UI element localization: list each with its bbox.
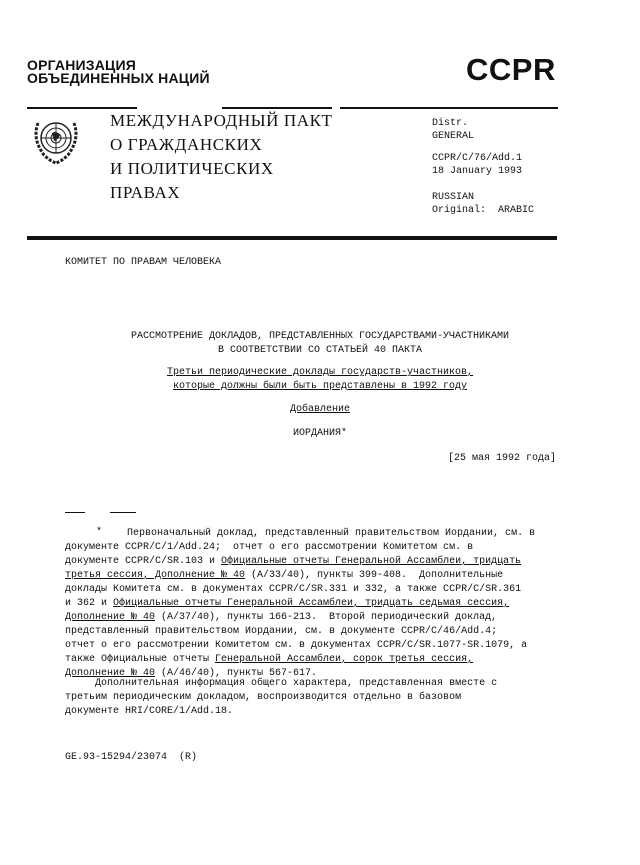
doc-date: 18 January 1993 xyxy=(432,166,523,177)
country-name: ИОРДАНИЯ* xyxy=(292,428,347,439)
footnote-text: и 362 и xyxy=(65,598,114,609)
footnote-line xyxy=(127,528,535,540)
footnote-line xyxy=(65,654,473,666)
footnote-text: доклады Комитета см. в документах CCPR/C/SR.331 и 332, а также CCPR/C/SR.361 xyxy=(65,584,522,595)
covenant-title-line: ПРАВАХ xyxy=(110,183,181,202)
org-name-line1: ОРГАНИЗАЦИЯ xyxy=(27,57,136,73)
footnote-separator xyxy=(110,512,136,513)
footnote-marker: * xyxy=(96,527,103,538)
footnote-text: отчет о его рассмотрении Комитетом см. в документах CCPR/C/SR.1077-SR.1079, а xyxy=(65,640,528,651)
footnote-text: Официальные отчеты Генеральной Ассамблеи, тридцать седьмая сессия, xyxy=(113,598,510,609)
covenant-title-line: И ПОЛИТИЧЕСКИХ xyxy=(110,159,274,178)
footnote-line xyxy=(65,598,509,610)
covenant-title-line: О ГРАЖДАНСКИХ xyxy=(110,135,263,154)
footnote-text: Официальные отчеты Генеральной Ассамблеи, тридцать xyxy=(221,556,522,567)
divider xyxy=(27,107,137,109)
footnote-text: (A/37/40), пункты 166-213. Второй периодический доклад, xyxy=(155,612,498,623)
footnote-line xyxy=(65,570,503,582)
org-name-line2: ОБЪЕДИНЕННЫХ НАЦИЙ xyxy=(27,70,210,86)
subheading-line: которые должны были быть представлены в 1992 году xyxy=(172,381,468,392)
footnote-text: документе CCPR/C/1/Add.24; отчет о его рассмотрении Комитетом см. в xyxy=(65,542,474,553)
footnote-separator xyxy=(65,512,85,513)
footnote-text: Первоначальный доклад, представленный правительством Иордании, см. в xyxy=(127,528,536,539)
note-line: третьим периодическим докладом, воспроизводится отдельно в базовом xyxy=(65,692,462,703)
footnote-line xyxy=(65,640,527,652)
un-emblem-icon xyxy=(30,113,82,167)
footnote-text: Генеральной Ассамблеи, сорок третья сессия, xyxy=(215,654,474,665)
heading-line: РАССМОТРЕНИЕ ДОКЛАДОВ, ПРЕДСТАВЛЕННЫХ ГОСУДАРСТВАМИ-УЧАСТНИКАМИ xyxy=(130,331,510,342)
divider xyxy=(340,107,558,109)
note-line: Дополнительная информация общего характера, представленная вместе с xyxy=(65,678,498,689)
subheading-line: Третьи периодические доклады государств-участников, xyxy=(166,367,474,378)
footnote-text: (A/46/40), пункты 567-617. xyxy=(155,668,318,679)
footnote-line xyxy=(65,556,521,568)
footnote-text: Дополнение № 40 xyxy=(65,612,156,623)
job-number: GE.93-15294/23074 (R) xyxy=(65,752,198,763)
doc-symbol: CCPR/C/76/Add.1 xyxy=(432,153,523,164)
heading-line: В СООТВЕТСТВИИ СО СТАТЬЕЙ 40 ПАКТА xyxy=(217,345,423,356)
footnote-text: также Официальные отчеты xyxy=(65,654,216,665)
footnote-text: Дополнение № 40 xyxy=(65,668,156,679)
footnote-line xyxy=(65,584,521,596)
addendum-label: Добавление xyxy=(289,404,350,415)
footnote-text: третья сессия, Дополнение № 40 xyxy=(65,570,246,581)
footnote-line xyxy=(65,542,473,554)
footnote-text: представленный правительством Иордании, см. в документе CCPR/C/46/Add.4; xyxy=(65,626,498,637)
note-line: документе HRI/CORE/1/Add.18. xyxy=(65,706,234,717)
doc-language: RUSSIAN xyxy=(432,192,475,203)
committee-name: КОМИТЕТ ПО ПРАВАМ ЧЕЛОВЕКА xyxy=(65,257,222,268)
covenant-title-line: МЕЖДУНАРОДНЫЙ ПАКТ xyxy=(110,111,333,130)
footnote-line xyxy=(65,612,497,624)
footnote-text: (A/33/40), пункты 399-408. Дополнительные xyxy=(245,570,504,581)
original-language: Original: ARABIC xyxy=(432,205,535,216)
document-symbol-logo: CCPR xyxy=(466,52,556,87)
distr-label: Distr. xyxy=(432,118,469,129)
distr-value: GENERAL xyxy=(432,131,475,142)
footnote-text: документе CCPR/C/SR.103 и xyxy=(65,556,222,567)
divider xyxy=(222,107,332,109)
header-thick-divider xyxy=(27,236,557,240)
report-date: [25 мая 1992 года] xyxy=(447,453,556,464)
footnote-line xyxy=(65,626,497,638)
